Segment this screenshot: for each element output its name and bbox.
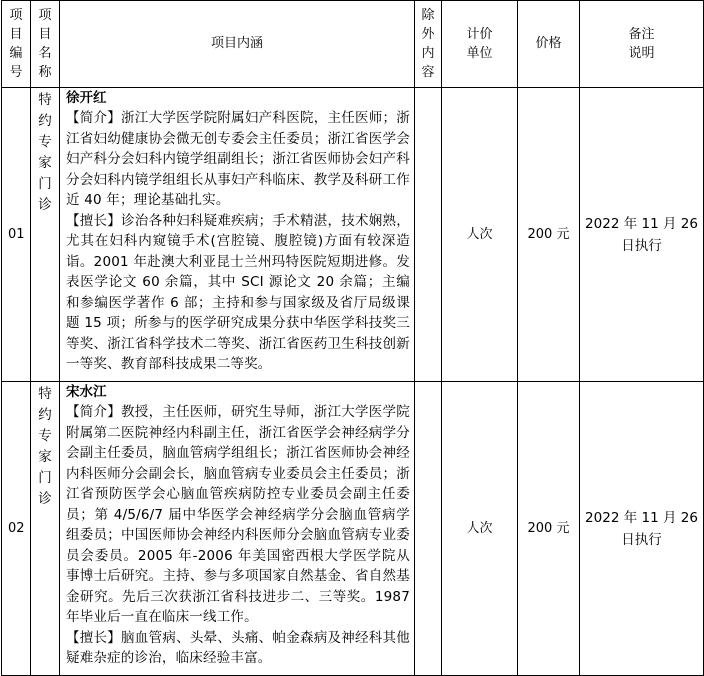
header-name: 项 目 名 称 [31,1,60,88]
table-row [2,382,704,676]
header-row [2,1,704,88]
row-item-name: 特 约 专 家 门 诊 [31,88,60,382]
header-except: 除 外 内 容 [415,1,442,88]
row-price: 200 元 [518,382,580,676]
row-index: 01 [2,88,31,382]
row-note: 2022 年 11 月 26 日执行 [580,382,704,676]
row-content [60,382,415,676]
row-note: 2022 年 11 月 26 日执行 [580,88,704,382]
row-except [415,382,442,676]
doctor-name: 徐开红 [66,90,107,106]
doctor-specialty: 【擅长】脑血管病、头晕、头痛、帕金森病及神经科其他疑难杂症的诊治，临床经验丰富。 [66,629,410,666]
fee-table [1,0,704,676]
row-unit: 人次 [442,88,518,382]
header-unit: 计价 单位 [442,1,518,88]
row-price: 200 元 [518,88,580,382]
header-note: 备注 说明 [580,1,704,88]
row-unit: 人次 [442,382,518,676]
row-item-name: 特 约 专 家 门 诊 [31,382,60,676]
header-price: 价格 [518,1,580,88]
doctor-specialty: 【擅长】诊治各种妇科疑难疾病；手术精湛，技术娴熟，尤其在妇科内窥镜手术(宫腔镜、腹腔镜)方面有较深造诣。2001 年赴澳大利亚昆士兰州玛特医院短期进修。发表医学论文 60 余篇，其中 SCI 源论文 20 余篇；主编和参编医学著作 6 部；主持和参与国家级及省厅局级课题 15 项；所参与的医学研究成果分获中华医学科技奖三等奖、浙江省科学技术二等奖、浙江省医药卫生科技创新一等奖、教育部科技成果二等奖。 [66,212,410,372]
row-except [415,88,442,382]
doctor-name: 宋水江 [66,384,107,400]
doctor-intro: 【简介】教授，主任医师，研究生导师，浙江大学医学院附属第二医院神经内科副主任，浙江省医学会神经病学分会副主任委员，脑血管病学组组长；浙江省医师协会神经内科医师分会副会长，脑血管病专业委员会主任委员；浙江省预防医学会心脑血管疾病防控专业委员会副主任委员；第 4/5/6/7 届中华医学会神经病学分会脑血管病学组委员；中国医师协会神经内科医师分会脑血管病专业委员会委员。2005 年-2006 年美国密西根大学医学院从事博士后研究。主持、参与多项国家自然基金、省自然基金研究。先后三次获浙江省科技进步二、三等奖。1987 年毕业后一直在临床一线工作。 [66,404,410,625]
row-index: 02 [2,382,31,676]
header-num: 项 目 编 号 [2,1,31,88]
row-content [60,88,415,382]
header-content: 项目内涵 [60,1,415,88]
doctor-intro: 【简介】浙江大学医学院附属妇产科医院，主任医师；浙江省妇幼健康协会微无创专委会主任委员；浙江省医学会妇产科分会妇科内镜学组副组长；浙江省医师协会妇产科分会妇科内镜学组组长从事妇产科临床、教学及科研工作近 40 年；理论基础扎实。 [66,110,410,208]
table-row [2,88,704,382]
